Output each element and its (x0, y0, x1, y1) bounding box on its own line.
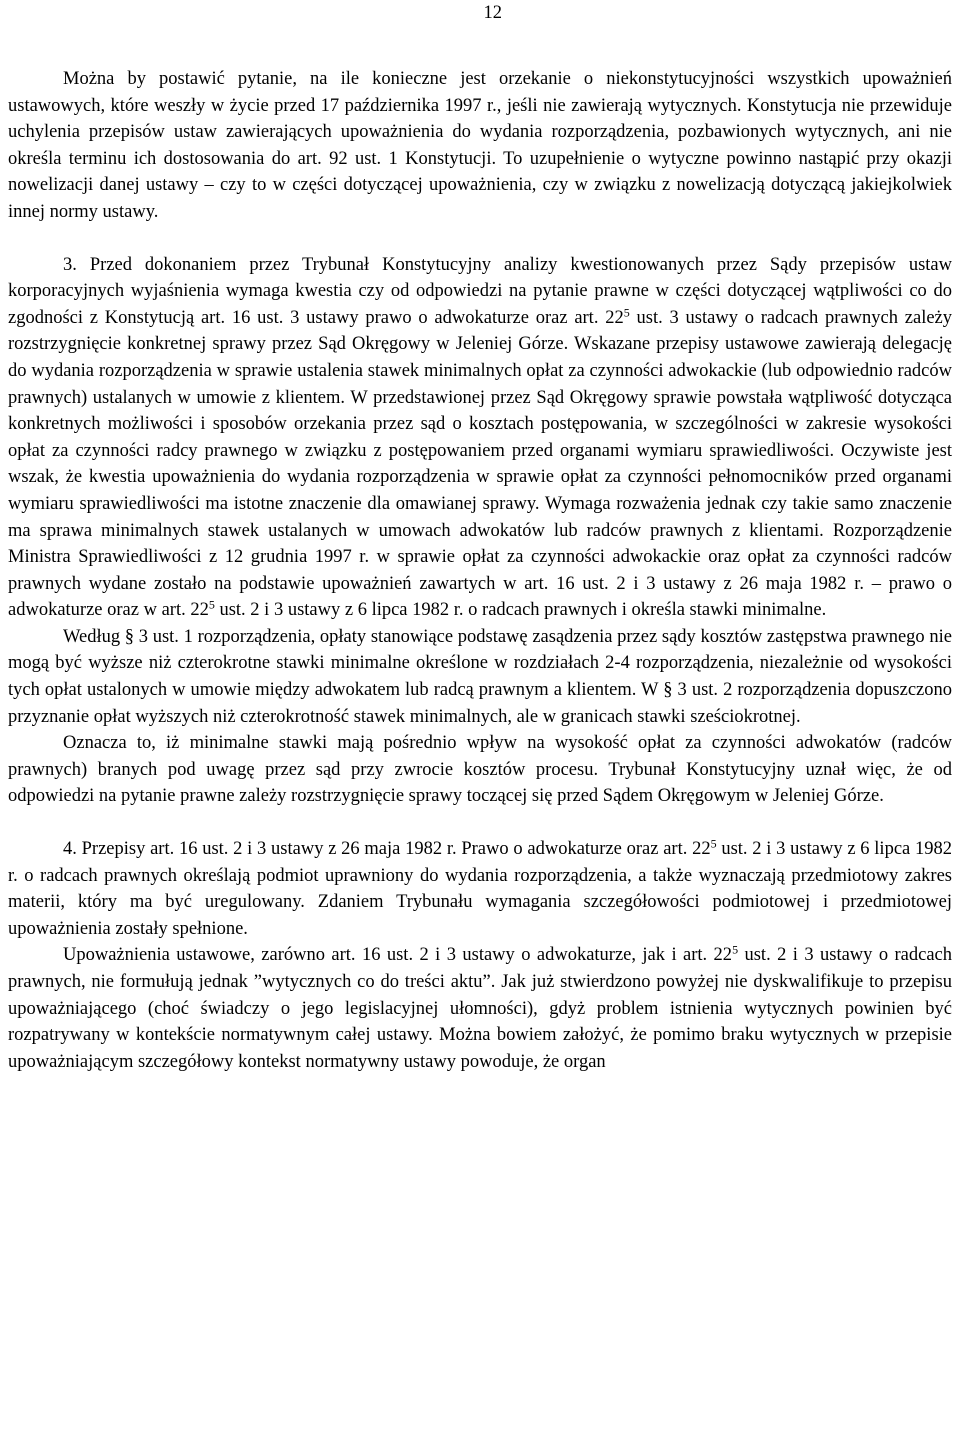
paragraph-6 (8, 942, 952, 1075)
paragraph-2-section-3 (8, 252, 952, 624)
paragraph-4: Oznacza to, iż minimalne stawki mają pośrednio wpływ na wysokość opłat za czynności adwokatów (radców prawnych) branych pod uwagę przez sąd przy zwrocie kosztów procesu. Trybunał Konstytucyjny uznał więc, że od odpowiedzi na pytanie prawne zależy rozstrzygnięcie sprawy toczącej się przed Sądem Okręgowym w Jeleniej Górze. (8, 733, 952, 807)
paragraph-6-text-a: Upoważnienia ustawowe, zarówno art. 16 ust. 2 i 3 ustawy o adwokaturze, jak i art. 22 (63, 945, 733, 966)
page-number: 12 (483, 3, 502, 23)
paragraph-5-section-4 (8, 836, 952, 942)
superscript-5: 5 (732, 942, 739, 957)
paragraph-6-text-b: ust. 2 i 3 ustawy o radcach prawnych, nie formułują jednak ”wytycznych co do treści aktu”. Jak już stwierdzono powyżej nie dyskwalifikuje to przepisu upoważniającego (choć świadczy o jego legislacyjnej ułomności), gdyż problem istnienia wytycznych powinien być rozpatrywany w kontekście normatywnym całej ustawy. Można bowiem założyć, że pomimo braku wytycznych w przepisie upoważniającym szczegółowy kontekst normatywny ustawy powoduje, że organ (8, 945, 952, 1072)
paragraph-2-text-b: ust. 3 ustawy o radcach prawnych zależy rozstrzygnięcie konkretnej sprawy przez Sąd Okręgowy w Jeleniej Górze. Wskazane przepisy ustawowe zawierają delegację do wydania rozporządzenia w sprawie ustalenia stawek minimalnych opłat za czynności adwokackie (lub odpowiednio radców prawnych) ustalanych w umowie z klientem. W przedstawionej przez Sąd Okręgowy sprawie powstała wątpliwość dotycząca konkretnych możliwości i sposobów orzekania przez sąd o kosztach postępowania, w szczególności w zakresie wysokości opłat za czynności radcy prawnego w związku z postępowaniem przed organami wymiaru sprawiedliwości. Oczywiste jest wszak, że kwestia upoważnienia do wydania rozporządzenia w sprawie opłat za czynności pełnomocników przed organami wymiaru sprawiedliwości ma istotne znaczenie dla omawianej sprawy. Wymaga rozważenia jednak czy takie samo znaczenie ma sprawa minimalnych stawek ustalanych w umowach adwokatów lub radców prawnych z klientami. Rozporządzenie Ministra Sprawiedliwości z 12 grudnia 1997 r. w sprawie opłat za czynności adwokackie oraz opłat za czynności radców prawnych wydane zostało na podstawie upoważnień zawartych w art. 16 ust. 2 i 3 ustawy z 26 maja 1982 r. – prawo o adwokaturze oraz w art. 22 (8, 307, 953, 621)
superscript-5: 5 (710, 836, 717, 851)
paragraph-1: Można by postawić pytanie, na ile konieczne jest orzekanie o niekonstytucyjności wszystkich upoważnień ustawowych, które weszły w życie przed 17 października 1997 r., jeśli nie zawierają wytycznych. Konstytucja nie przewiduje uchylenia przepisów ustaw zawierających upoważnienia do wydania rozporządzenia, pozbawionych wytycznych, ani nie określa terminu ich dostosowania do art. 92 ust. 1 Konstytucji. To uzupełnienie o wytyczne powinno nastąpić przy okazji nowelizacji danej ustawy – czy to w części dotyczącej upoważnienia, czy w związku z nowelizacją dotyczącą jakiejkolwiek innej normy ustawy. (8, 69, 952, 222)
paragraph-5-text-a: 4. Przepisy art. 16 ust. 2 i 3 ustawy z 26 maja 1982 r. Prawo o adwokaturze oraz art. 22 (63, 839, 711, 860)
paragraph-3: Według § 3 ust. 1 rozporządzenia, opłaty stanowiące podstawę zasądzenia przez sądy kosztów zastępstwa prawnego nie mogą być wyższe niż czterokrotne stawki minimalne określone w rozdziałach 2-4 rozporządzenia, niezależnie od wysokości tych opłat ustalonych w umowie między adwokatem lub radcą prawnym a klientem. W § 3 ust. 2 rozporządzenia dopuszczono przyznanie opłat wyższych niż czterokrotność stawek minimalnych, ale w granicach stawki sześciokrotnej. (8, 626, 952, 727)
body-text (8, 66, 952, 1075)
superscript-5: 5 (623, 305, 630, 320)
paragraph-5-text-b: ust. 2 i 3 ustawy z 6 lipca 1982 r. o radcach prawnych określają podmiot uprawniony do wydania rozporządzenia, a także wyznaczają przedmiotowy zakres materii, który ma być uregulowany. Zdaniem Trybunału wymagania szczegółowości podmiotowej i przedmiotowej upoważnienia zostały spełnione. (8, 839, 952, 939)
paragraph-2-text-c: ust. 2 i 3 ustawy z 6 lipca 1982 r. o radcach prawnych i określa stawki minimalne. (214, 600, 827, 621)
superscript-5: 5 (208, 597, 215, 612)
paragraph-2-text-a: 3. Przed dokonaniem przez Trybunał Konstytucyjny analizy kwestionowanych przez Sądy przepisów ustaw korporacyjnych wyjaśnienia wymaga kwestia czy od odpowiedzi na pytanie prawne w części dotyczącej wątpliwości co do zgodności z Konstytucją art. 16 ust. 3 ustawy prawo o adwokaturze oraz art. 22 (8, 254, 952, 328)
